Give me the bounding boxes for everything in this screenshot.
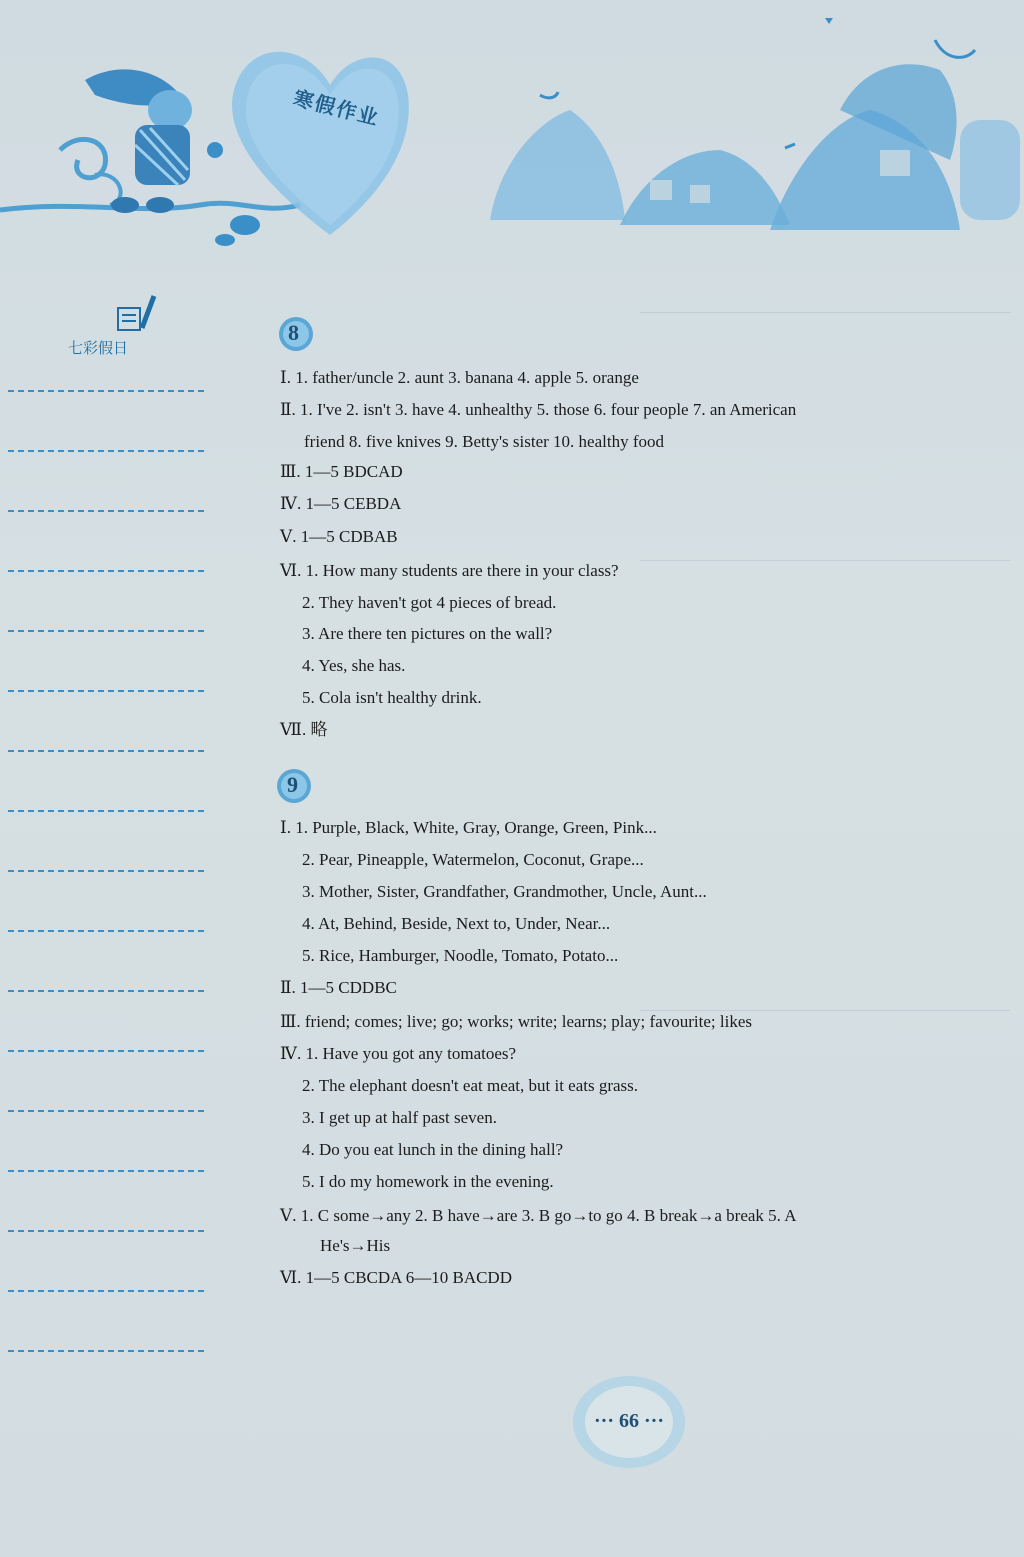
answer-line: Ⅰ. 1. Purple, Black, White, Gray, Orange, Green, Pink... <box>280 818 657 837</box>
answer-line: 5. Cola isn't healthy drink. <box>302 688 482 707</box>
answer-line: 4. Yes, she has. <box>302 656 406 675</box>
note-line <box>8 1170 204 1172</box>
answer-line: Ⅲ. 1—5 BDCAD <box>280 462 403 481</box>
answer-line: Ⅱ. 1. I've 2. isn't 3. have 4. unhealthy 5. those 6. four people 7. an American <box>280 400 797 419</box>
answer-line: Ⅴ. 1. C some→any 2. B have→are 3. B go→to go 4. B break→a break 5. A <box>280 1206 797 1225</box>
note-line <box>8 690 204 692</box>
answer-line: Ⅲ. friend; comes; live; go; works; write; learns; play; favourite; likes <box>280 1012 752 1031</box>
answer-line: 3. Mother, Sister, Grandfather, Grandmother, Uncle, Aunt... <box>302 882 707 901</box>
header-title: 寒假作业 <box>291 85 383 131</box>
answer-line: Ⅳ. 1. Have you got any tomatoes? <box>280 1044 517 1063</box>
note-line <box>8 390 204 392</box>
answer-line: 4. Do you eat lunch in the dining hall? <box>302 1140 564 1159</box>
section-number: 9 <box>287 772 298 797</box>
answer-line: 4. At, Behind, Beside, Next to, Under, Near... <box>302 914 611 933</box>
answer-line: He's→His <box>320 1236 391 1255</box>
note-line <box>8 1230 204 1232</box>
answer-line: Ⅳ. 1—5 CEBDA <box>280 494 402 513</box>
page-number-badge <box>570 1372 688 1472</box>
answer-line: friend 8. five knives 9. Betty's sister 10. healthy food <box>304 432 664 451</box>
answer-line: Ⅵ. 1—5 CBCDA 6—10 BACDD <box>280 1268 512 1287</box>
answer-line: 2. They haven't got 4 pieces of bread. <box>302 593 557 612</box>
note-line <box>8 930 204 932</box>
page-number: ··· 66 ··· <box>593 1410 665 1432</box>
note-line <box>8 810 204 812</box>
pen-notebook-icon <box>116 292 160 336</box>
note-line <box>8 630 204 632</box>
note-line <box>8 1110 204 1112</box>
answer-line: Ⅶ. 略 <box>280 720 328 739</box>
note-line <box>8 570 204 572</box>
note-line <box>8 450 204 452</box>
bleed-through <box>640 560 1010 561</box>
bleed-through <box>640 312 1010 313</box>
note-line <box>8 990 204 992</box>
section-number: 8 <box>288 320 299 345</box>
answer-line: Ⅱ. 1—5 CDDBC <box>280 978 397 997</box>
answer-line: Ⅰ. 1. father/uncle 2. aunt 3. banana 4. apple 5. orange <box>280 368 639 387</box>
note-line <box>8 750 204 752</box>
answer-line: Ⅵ. 1. How many students are there in your class? <box>280 561 619 580</box>
note-line <box>8 1050 204 1052</box>
answer-line: 5. I do my homework in the evening. <box>302 1172 554 1191</box>
note-line <box>8 510 204 512</box>
answer-line: 2. Pear, Pineapple, Watermelon, Coconut, Grape... <box>302 850 644 869</box>
sidebar-label: 七彩假日 <box>68 339 129 357</box>
answer-line: 5. Rice, Hamburger, Noodle, Tomato, Potato... <box>302 946 619 965</box>
note-line <box>8 870 204 872</box>
answer-line: Ⅴ. 1—5 CDBAB <box>280 527 398 546</box>
answer-line: 3. Are there ten pictures on the wall? <box>302 624 553 643</box>
note-line <box>8 1350 204 1352</box>
answer-line: 2. The elephant doesn't eat meat, but it eats grass. <box>302 1076 639 1095</box>
bleed-through <box>640 1010 1010 1011</box>
answer-line: 3. I get up at half past seven. <box>302 1108 497 1127</box>
note-line <box>8 1290 204 1292</box>
header-decoration <box>0 0 1024 280</box>
